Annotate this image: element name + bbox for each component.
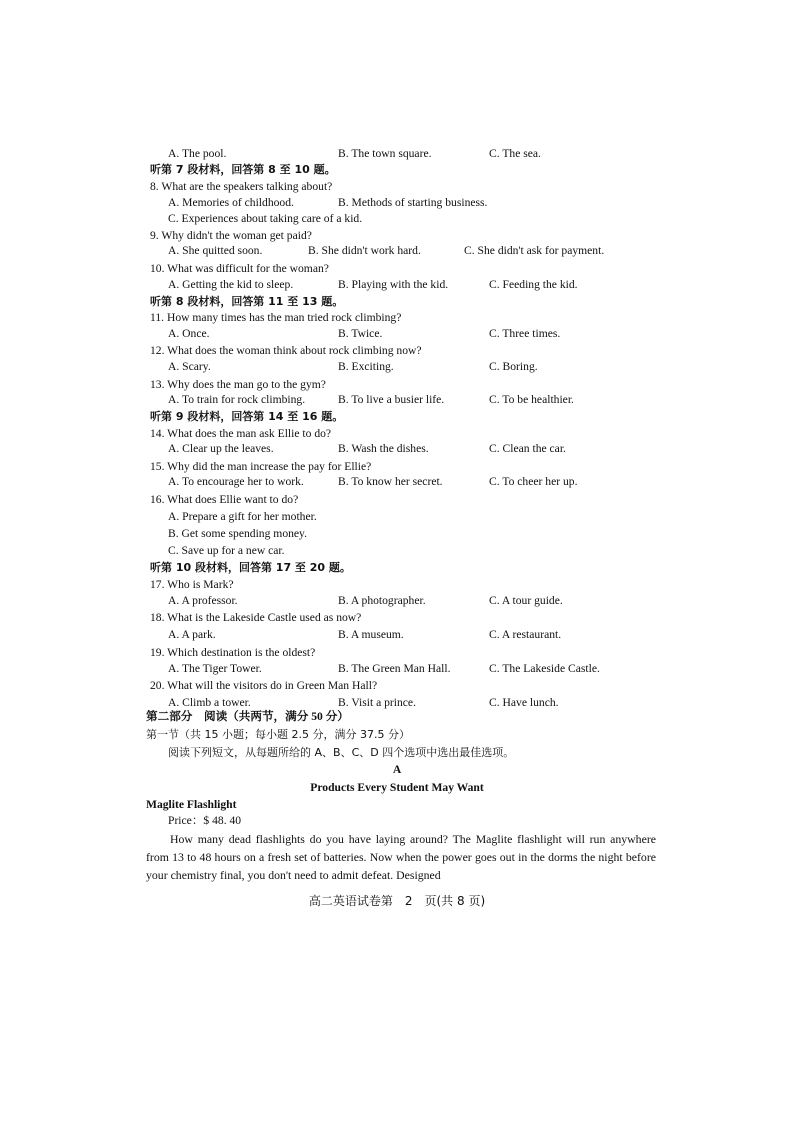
answer-option: A. The pool.: [168, 147, 227, 160]
product-price: Price：$ 48. 40: [168, 814, 242, 827]
question-stem: 19. Which destination is the oldest?: [150, 646, 316, 659]
answer-option: C. To be healthier.: [489, 393, 574, 406]
answer-option: A. Memories of childhood.: [168, 196, 294, 209]
answer-option: B. The town square.: [338, 147, 432, 160]
answer-option: B. To know her secret.: [338, 475, 443, 488]
answer-option: C. The Lakeside Castle.: [489, 662, 600, 675]
answer-option: C. Clean the car.: [489, 442, 566, 455]
answer-option: A. To encourage her to work.: [168, 475, 304, 488]
passage-title: Products Every Student May Want: [310, 781, 484, 794]
answer-option: A. She quitted soon.: [168, 244, 263, 257]
reading-instruction: 阅读下列短文，从每题所给的 A、B、C、D 四个选项中选出最佳选项。: [168, 746, 515, 759]
question-stem: 11. How many times has the man tried rock climbing?: [150, 311, 402, 324]
question-stem: 20. What will the visitors do in Green Man Hall?: [150, 679, 378, 692]
question-stem: 12. What does the woman think about rock climbing now?: [150, 344, 422, 357]
answer-option: C. To cheer her up.: [489, 475, 578, 488]
answer-option: B. To live a busier life.: [338, 393, 445, 406]
question-stem: 13. Why does the man go to the gym?: [150, 378, 326, 391]
product-name: Maglite Flashlight: [146, 798, 237, 811]
answer-option: B. A museum.: [338, 628, 404, 641]
answer-option: C. Feeding the kid.: [489, 278, 578, 291]
section-header: 听第 9 段材料，回答第 14 至 16 题。: [150, 410, 344, 423]
page-footer: 高二英语试卷第 2 页(共 8 页): [308, 894, 486, 908]
answer-option: C. Have lunch.: [489, 696, 559, 709]
answer-option: C. Save up for a new car.: [168, 544, 285, 557]
answer-option: A. Prepare a gift for her mother.: [168, 510, 317, 523]
answer-option: C. A restaurant.: [489, 628, 562, 641]
answer-option: B. A photographer.: [338, 594, 426, 607]
answer-option: B. Twice.: [338, 327, 383, 340]
answer-option: B. Get some spending money.: [168, 527, 308, 540]
answer-option: C. Experiences about taking care of a kid.: [168, 212, 363, 225]
answer-option: C. The sea.: [489, 147, 541, 160]
section-header: 听第 8 段材料，回答第 11 至 13 题。: [150, 295, 344, 308]
question-stem: 15. Why did the man increase the pay for Ellie?: [150, 460, 372, 473]
passage-paragraph: [146, 830, 656, 884]
answer-option: B. Methods of starting business.: [338, 196, 488, 209]
answer-option: A. Once.: [168, 327, 210, 340]
answer-option: A. Getting the kid to sleep.: [168, 278, 294, 291]
answer-option: B. Wash the dishes.: [338, 442, 429, 455]
answer-option: C. She didn't ask for payment.: [464, 244, 605, 257]
answer-option: B. Playing with the kid.: [338, 278, 449, 291]
question-stem: 10. What was difficult for the woman?: [150, 262, 329, 275]
answer-option: B. The Green Man Hall.: [338, 662, 451, 675]
answer-option: A. Scary.: [168, 360, 211, 373]
question-stem: 18. What is the Lakeside Castle used as now?: [150, 611, 362, 624]
question-stem: 17. Who is Mark?: [150, 578, 234, 591]
answer-option: C. Three times.: [489, 327, 561, 340]
question-stem: 14. What does the man ask Ellie to do?: [150, 427, 332, 440]
answer-option: B. Exciting.: [338, 360, 394, 373]
answer-option: A. A park.: [168, 628, 216, 641]
question-stem: 16. What does Ellie want to do?: [150, 493, 299, 506]
question-stem: 8. What are the speakers talking about?: [150, 180, 333, 193]
question-stem: 9. Why didn't the woman get paid?: [150, 229, 312, 242]
answer-option: A. The Tiger Tower.: [168, 662, 262, 675]
section-header: 听第 10 段材料，回答第 17 至 20 题。: [150, 561, 351, 574]
section1-title: 第一节（共 15 小题；每小题 2.5 分，满分 37.5 分）: [146, 728, 410, 741]
answer-option: A. To train for rock climbing.: [168, 393, 306, 406]
passage-text: How many dead flashlights do you have laying around? The Maglite flashlight will run anywhere from 13 to 48 hours on a fresh set of batteries. Now when the power goes out in the dorms the night before your chemistry final, you don't need to admit defeat. Designed: [146, 832, 656, 882]
answer-option: B. She didn't work hard.: [308, 244, 421, 257]
section-header: 听第 7 段材料，回答第 8 至 10 题。: [150, 163, 336, 176]
passage-letter: A: [392, 763, 402, 776]
part2-title: 第二部分 阅读（共两节，满分 50 分）: [146, 710, 349, 723]
answer-option: A. Clear up the leaves.: [168, 442, 274, 455]
answer-option: A. Climb a tower.: [168, 696, 251, 709]
answer-option: B. Visit a prince.: [338, 696, 416, 709]
answer-option: C. A tour guide.: [489, 594, 563, 607]
answer-option: C. Boring.: [489, 360, 538, 373]
answer-option: A. A professor.: [168, 594, 238, 607]
